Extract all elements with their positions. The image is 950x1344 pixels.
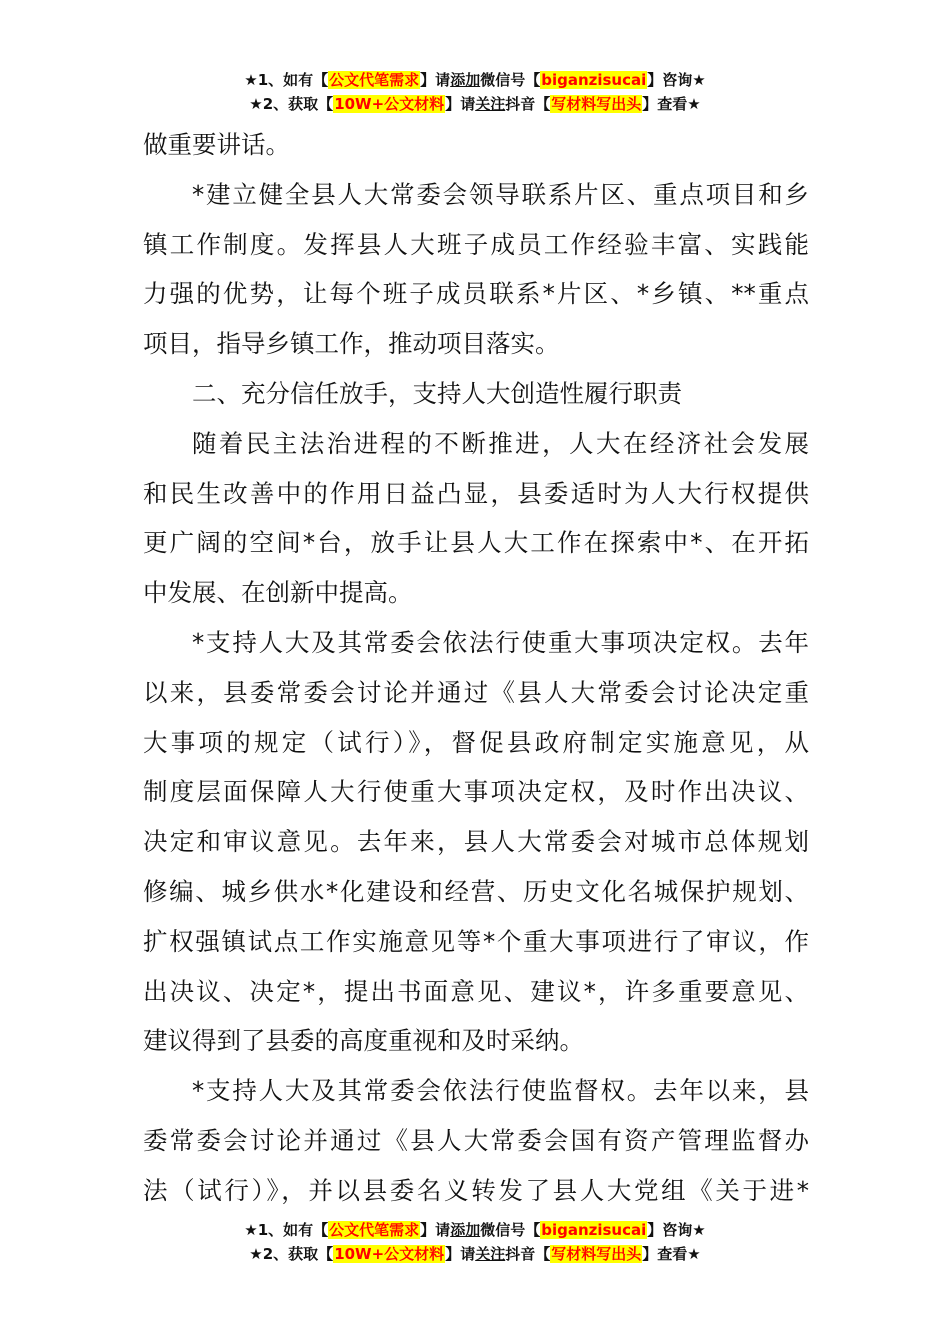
highlight-wechat-id: biganzisucai [541, 71, 647, 89]
paragraph-4: *支持人大及其常委会依法行使重大事项决定权。去年 以来，县委常委会讨论并通过《县人大常委会讨论决定重 大事项的规定（试行）》，督促县政府制定实施意见，从 制度层面保障人大行使重大事项决定权，及时作出决议、 决定和审议意见。去年来，县人大常委会对城市总体规划 修编、城乡供水*化建设和经营、历史文化名城保护规划、 扩权强镇试点工作实施意见等*个重大事项进行了审议，作 出决议、决定*，提出书面意见、建议*，许多重要意见、 建议得到了县委的高度重视和及时采纳。 [143, 627, 809, 1056]
footer-banner [0, 1218, 950, 1266]
paragraph-3: 随着民主法治进程的不断推进，人大在经济社会发展 和民生改善中的作用日益凸显，县委适时为人大行权提供 更广阔的空间*台，放手让县人大工作在探索中*、在开拓 中发展、在创新中提高。 [143, 428, 809, 608]
banner-line-2: ★2、获取【10W+公文材料】请关注抖音【写材料写出头】查看★ [249, 95, 701, 113]
banner-line-1: ★1、如有【公文代笔需求】请添加微信号【biganzisucai】咨询★ [244, 1221, 706, 1239]
paragraph-1: 做重要讲话。 [143, 130, 290, 159]
banner-line-2: ★2、获取【10W+公文材料】请关注抖音【写材料写出头】查看★ [249, 1245, 701, 1263]
highlight-douyin-account: 写材料写出头 [551, 95, 642, 113]
highlight-materials: 10W+公文材料 [334, 95, 445, 113]
header-banner [0, 68, 950, 116]
paragraph-2: *建立健全县人大常委会领导联系片区、重点项目和乡 镇工作制度。发挥县人大班子成员工作经验丰富、实践能 力强的优势，让每个班子成员联系*片区、*乡镇、**重点 项目，指导乡镇工作，推动项目落实。 [143, 179, 809, 359]
highlight-service: 公文代笔需求 [329, 1221, 420, 1239]
document-body [143, 120, 809, 1216]
section-heading: 二、充分信任放手，支持人大创造性履行职责 [192, 378, 682, 408]
highlight-douyin-account: 写材料写出头 [551, 1245, 642, 1263]
banner-line-1: ★1、如有【公文代笔需求】请添加微信号【biganzisucai】咨询★ [244, 71, 706, 89]
paragraph-5: *支持人大及其常委会依法行使监督权。去年以来，县 委常委会讨论并通过《县人大常委会国有资产管理监督办 法（试行）》，并以县委名义转发了县人大党组《关于进* [143, 1076, 809, 1205]
highlight-service: 公文代笔需求 [329, 71, 420, 89]
highlight-materials: 10W+公文材料 [334, 1245, 445, 1263]
highlight-wechat-id: biganzisucai [541, 1221, 647, 1239]
